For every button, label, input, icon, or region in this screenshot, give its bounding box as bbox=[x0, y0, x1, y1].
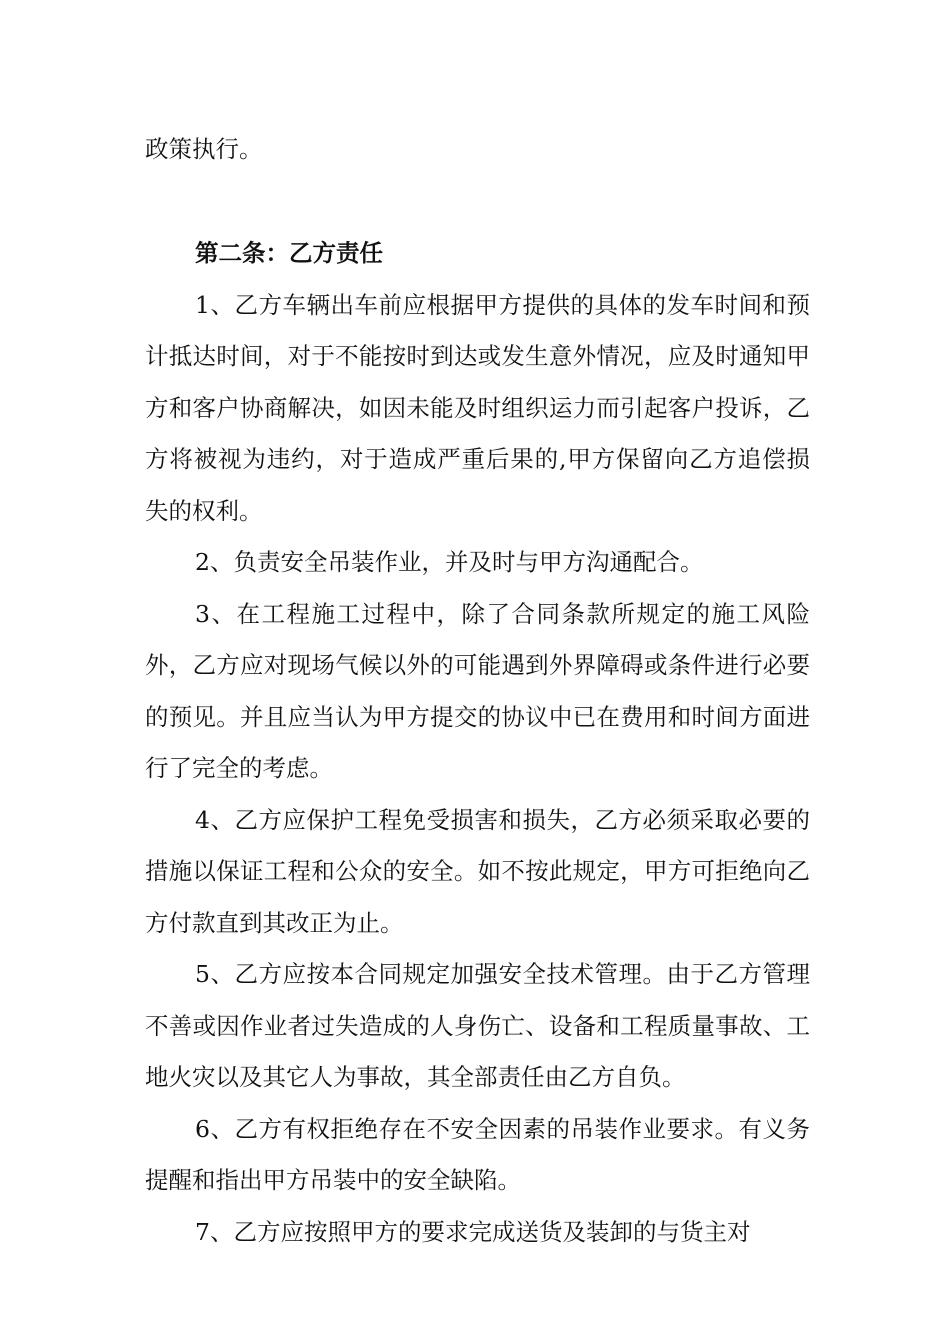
paragraph-7: 7、乙方应按照甲方的要求完成送货及装卸的与货主对 bbox=[195, 1217, 751, 1246]
paragraph-6: 6、乙方有权拒绝存在不安全因素的吊装作业要求。有义务提醒和指出甲方吊装中的安全缺陷。 bbox=[145, 1114, 810, 1194]
paragraph-3: 3、在工程施工过程中，除了合同条款所规定的施工风险外，乙方应对现场气候以外的可能遇到外界障碍或条件进行必要的预见。并且应当认为甲方提交的协议中已在费用和时间方面进行了完全的考虑。 bbox=[145, 599, 810, 782]
paragraph-2: 2、负责安全吊装作业，并及时与甲方沟通配合。 bbox=[195, 548, 704, 576]
paragraph-1: 1、乙方车辆出车前应根据甲方提供的具体的发车时间和预计抵达时间，对于不能按时到达或发生意外情况，应及时通知甲方和客户协商解决，如因未能及时组织运力而引起客户投诉，乙方将被视为违约，对于造成严重后果的,甲方保留向乙方追偿损失的权利。 bbox=[145, 290, 810, 525]
section-heading: 第二条：乙方责任 bbox=[195, 239, 383, 267]
continuation-text: 政策执行。 bbox=[145, 135, 263, 163]
continuation-block bbox=[145, 124, 810, 176]
paragraph-4: 4、乙方应保护工程免受损害和损失，乙方必须采取必要的措施以保证工程和公众的安全。如不按此规定，甲方可拒绝向乙方付款直到其改正为止。 bbox=[145, 805, 810, 937]
paragraph-5: 5、乙方应按本合同规定加强安全技术管理。由于乙方管理不善或因作业者过失造成的人身伤亡、设备和工程质量事故、工地火灾以及其它人为事故，其全部责任由乙方自负。 bbox=[145, 960, 810, 1091]
section-responsibilities bbox=[145, 228, 810, 1258]
